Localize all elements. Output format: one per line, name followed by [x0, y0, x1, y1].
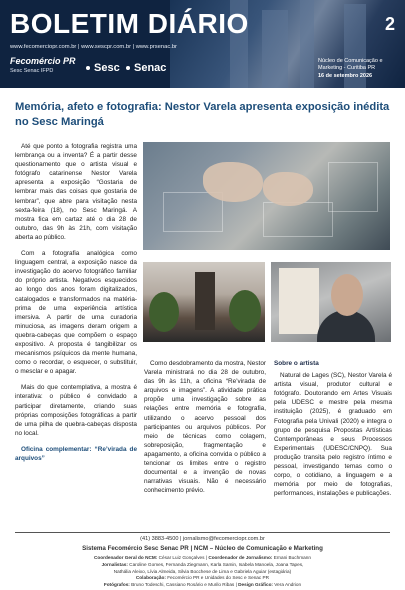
footer-contact[interactable]: (41) 3883-4500 | jornalismo@fecomerciopr.com.br	[140, 536, 265, 542]
newsletter-title: BOLETIM DIÁRIO	[10, 8, 249, 39]
building-shape	[262, 10, 288, 88]
hand-shape	[203, 162, 263, 202]
paragraph: Com a fotografia analógica como linguagem central, a exposição nasce da investigação do acervo fotográfico familiar do próprio artista. Negativos esquecidos ao longo dos anos foram digitalizados, catalogados e transformados na matéria-prima de uma experiência artística imersiva. A partir de uma curadoria minuciosa, as imagens deram origem a quebra-cabeças que compõem o espaço expositivo. A proposta é tangibilizar os mecanismos psíquicos da mente humana, como o recordar, o esquecer, o substituir, o mesclar e o apagar.	[15, 250, 137, 376]
artist-face	[331, 274, 363, 316]
fecomercio-logo-sub: Sesc Senac IFPD	[10, 68, 54, 74]
credit-line: Fotógrafos: Bruno Todeschi, Cassiano Rosário e Murilo Ribas | Design Gráfico: Vera Andrion	[103, 582, 302, 588]
footer-divider	[15, 532, 390, 533]
credit-line: Jornalistas: Caroline Gomes, Fernanda Ziegmann, Karla Samin, Isabela Manoela, Joana Tapes,	[101, 561, 304, 567]
article-column-3	[274, 359, 392, 505]
credit-line: Nathália Aleixo, Lívia Almeida, Silvia Bocchese de Lima e Gabriela Aguiar (estagiária)	[113, 568, 292, 574]
photo-stone-tower	[143, 262, 265, 342]
credit-line: Coordenador Geral do NCM: César Luiz Gonçalves | Coordenador de Jornalismo: Ernani Buchmann	[94, 555, 311, 560]
puzzle-tile	[328, 162, 378, 212]
workshop-subheading: Oficina complementar: “Re’virada de arquivos”	[15, 445, 137, 462]
paragraph: Natural de Lages (SC), Nestor Varela é artista visual, produtor cultural e fotógrafo. Doutorando em Artes Visuais pela UDESC e mestre pela mesma instituição (2025), é graduado em Fotografia pela Univali (2020) e integra o grupo de pesquisa Propostas Artísticas Contemporâneas e seus Processos Experimentais (UDESC/CNPQ). Sua produção transita pelo registro íntimo e pessoal, investigando temas como o corpo, o cotidiano, a linguagem e a memória por meio de fotografias, performances, instalações e publicações.	[274, 372, 392, 498]
photo-artist-portrait	[271, 262, 391, 342]
issue-date: 16 de setembro 2026	[318, 72, 373, 79]
department-line-1: Núcleo de Comunicação e	[318, 58, 383, 64]
sesc-logo: Sesc	[94, 62, 120, 74]
footer	[15, 536, 390, 589]
tower-shape	[195, 272, 215, 330]
footer-system-name: Sistema Fecomércio Sesc Senac PR | NCM – Núcleo de Comunicação e Marketing	[82, 545, 323, 552]
header-urls[interactable]: www.fecomerciopr.com.br | www.sescpr.com.br | www.prsenac.br	[10, 44, 177, 50]
article-column-2	[144, 359, 266, 502]
page-number: 2	[385, 14, 396, 34]
tree-shape	[229, 290, 261, 332]
tree-shape	[149, 292, 179, 332]
header-banner	[0, 0, 405, 88]
paragraph: Mais do que contemplativa, a mostra é interativa: o público é convidado a participar diretamente, criando suas próprias composições fotográficas a partir de uma pilha de quebra-cabeças disposta no local.	[15, 384, 137, 437]
credit-line: Colaboração: Fecomércio PR e Unidades do Sesc e Senac PR	[135, 575, 270, 581]
fecomercio-logo: Fecomércio PR	[10, 56, 76, 66]
building-shape	[300, 0, 314, 88]
puzzle-tile	[263, 202, 333, 237]
artwork-paper	[279, 268, 319, 334]
header-department	[318, 58, 400, 80]
article-title: Memória, afeto e fotografia: Nestor Varela apresenta exposição inédita no Sesc Maringá	[15, 101, 390, 128]
article-column-1	[15, 142, 137, 470]
separator-dot-icon	[126, 66, 130, 70]
paragraph: Como desdobramento da mostra, Nestor Varela ministrará no dia 28 de outubro, das 9h às 11h, a oficina “Re’virada de arquivos e imagens”. A atividade prática propõe uma investigação sobre as relações entre memória e fotografia, utilizando o acervo pessoal dos participantes ou arquivos públicos. Por meio de técnicas como colagem, sobreposição, fragmentação e apagamento, a oficina convida o público a tencionar os limites entre o registro documental e a invenção de novas narrativas visuais. Não é necessário conhecimento prévio.	[144, 360, 266, 495]
department-line-2: Marketing - Curitiba PR	[318, 65, 376, 72]
footer-credits	[15, 555, 390, 589]
paragraph: Até que ponto a fotografia registra uma lembrança ou a inventa? É a partir desse questionamento que o artista visual e fotógrafo catarinense Nestor Varela apresenta a exposição “Gostaria de lembrar mais das coisas que gostaria de lembrar”, que abre para visitação nesta sexta-feira (18), no Sesc Maringá. A mostra fica em cartaz até o dia 28 de outubro, das 9h às 21h, com visitação aberta ao público.	[15, 143, 137, 241]
separator-dot-icon	[86, 66, 90, 70]
logo-group	[10, 56, 180, 82]
hand-shape	[263, 172, 313, 206]
artist-subheading: Sobre o artista	[274, 360, 319, 367]
senac-logo: Senac	[134, 62, 167, 74]
photo-hands-puzzle	[143, 142, 390, 250]
